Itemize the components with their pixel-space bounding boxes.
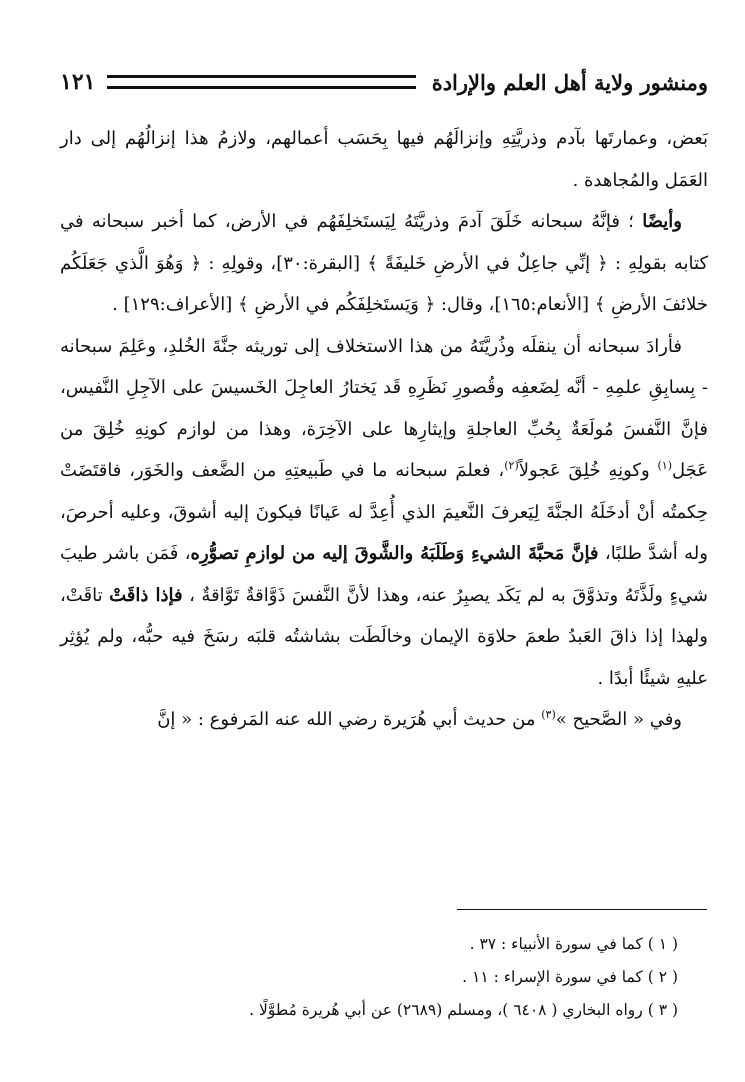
- running-title: ومنشور ولاية أهل العلم والإرادة: [431, 69, 708, 95]
- paragraph-3-part2: وكونِهِ خُلِقَ عَجولاً: [518, 460, 658, 481]
- header-rule-bottom: [107, 86, 415, 89]
- footnote-ref-3[interactable]: (٣): [541, 708, 556, 721]
- footnote-ref-2[interactable]: (٢): [504, 459, 519, 472]
- paragraph-3-bold: فإنَّ مَحبَّةَ الشيءِ وَطَلَبَهُ والشَّوقَ إليه من لوازمِ تصوُّرِه: [190, 543, 599, 564]
- paragraph-3-part3: ، فعلمَ سبحانه ما في طَبيعتِهِ من الضَّعف والخَوَر، فاقتَضَتْ حِكمتُه أنْ أدخَلَهُ الجنَّةَ لِيَعرفَ النَّعيمَ الذي أُعِدَّ له عَيانًا فيكونَ إليه أشوقَ، وعليه أحرصَ، وله أشدَّ طلبًا،: [60, 460, 708, 564]
- paragraph-3-part1: فأرادَ سبحانه أن ينقلَه وذُريَّتَهُ من هذا الاستخلاف إلى توريثه جنَّةَ الخُلدِ، وعَلِمَ سبحانه - بِسابِقِ علمِهِ - أنَّه لِضَعفِه وقُصورِ نَظَرِهِ قَد يَختارُ العاجِلَ الخَسيسَ على الآجِلِ النَّفيس، فإنَّ النَّفسَ مُولَعَةٌ بِحُبِّ العاجلةِ وإيثارِها على الآخِرَة، وهذا من لوازم كونِهِ خُلِقَ من عَجَل: [60, 335, 708, 481]
- paragraph-3-part5: تاقَتْ، ولهذا إذا ذاقَ العَبدُ طعمَ حلاوَة الإيمان وخالَطَت بشاشتُه قلبَه رسَخَ فيه حبُّه، ولم يُؤثِر عليهِ شيئًا أبدًا .: [60, 584, 708, 689]
- page-header: [60, 62, 708, 102]
- footnote-1: ( ١ ) كما في سورة الأنبياء : ٣٧ .: [469, 935, 678, 953]
- footnote-3: ( ٣ ) رواه البخاري ( ٦٤٠٨ )، ومسلم (٢٦٨٩) عن أبي هُريرة مُطوَّلًا .: [249, 1001, 678, 1019]
- footnote-separator: [457, 909, 707, 910]
- paragraph-4-part1: وفي « الصَّحيح »: [555, 709, 682, 730]
- main-text: [60, 118, 708, 741]
- paragraph-3: [60, 326, 708, 700]
- header-rule-top: [107, 75, 415, 78]
- page-number: ١٢١: [60, 69, 96, 95]
- paragraph-1: [60, 118, 708, 201]
- paragraph-3-part4: ، فَمَن باشر طيبَ شيءٍ ولَذَّتَهُ وتذوَّقَ به لم يَكَد يصبِرُ عنه، وهذا لأنَّ النَّفسَ ذَوَّاقةٌ تَوَّاقةٌ ،: [60, 543, 709, 606]
- paragraph-3-bold-2: فإذا ذاقَتْ: [109, 584, 183, 606]
- paragraph-4-part2: من حديث أبي هُرَيرة رضي الله عنه المَرفوع : « إنَّ: [157, 709, 542, 730]
- paragraph-2: [60, 201, 708, 326]
- footnotes: [60, 928, 708, 1027]
- paragraph-1-text: بَعض، وعمارتَها بآدم وذريَّتِهِ وإنزالَهُم فيها بِحَسَب أعمالهم، ولازمُ هذا إنزالُهُم إلى دار العَمَل والمُجاهدة .: [60, 128, 708, 191]
- header-double-rule: [107, 75, 415, 89]
- paragraph-2-lead: وأيضًا: [642, 211, 682, 232]
- paragraph-2-text: ؛ فإنَّهُ سبحانه خَلَقَ آدمَ وذريَّتَهُ لِيَستَخلِفَهُم في الأرض، كما أخبر سبحانه في كتابه بقولِهِ : ﴿ إنِّي جاعِلٌ في الأرضِ خَليفَةً ﴾ [البقرة:٣٠]، وقولِهِ : ﴿ وَهُوَ الَّذي جَعَلَكُم خلائفَ الأرضِ ﴾ [الأنعام:١٦٥]، وقال: ﴿ وَيَستَخلِفَكُم في الأرضِ ﴾ [الأعراف:١٢٩] .: [60, 211, 709, 315]
- paragraph-4: [60, 699, 708, 741]
- footnote-2: ( ٢ ) كما في سورة الإسراء : ١١ .: [462, 968, 678, 986]
- footnote-ref-1[interactable]: (١): [657, 459, 672, 472]
